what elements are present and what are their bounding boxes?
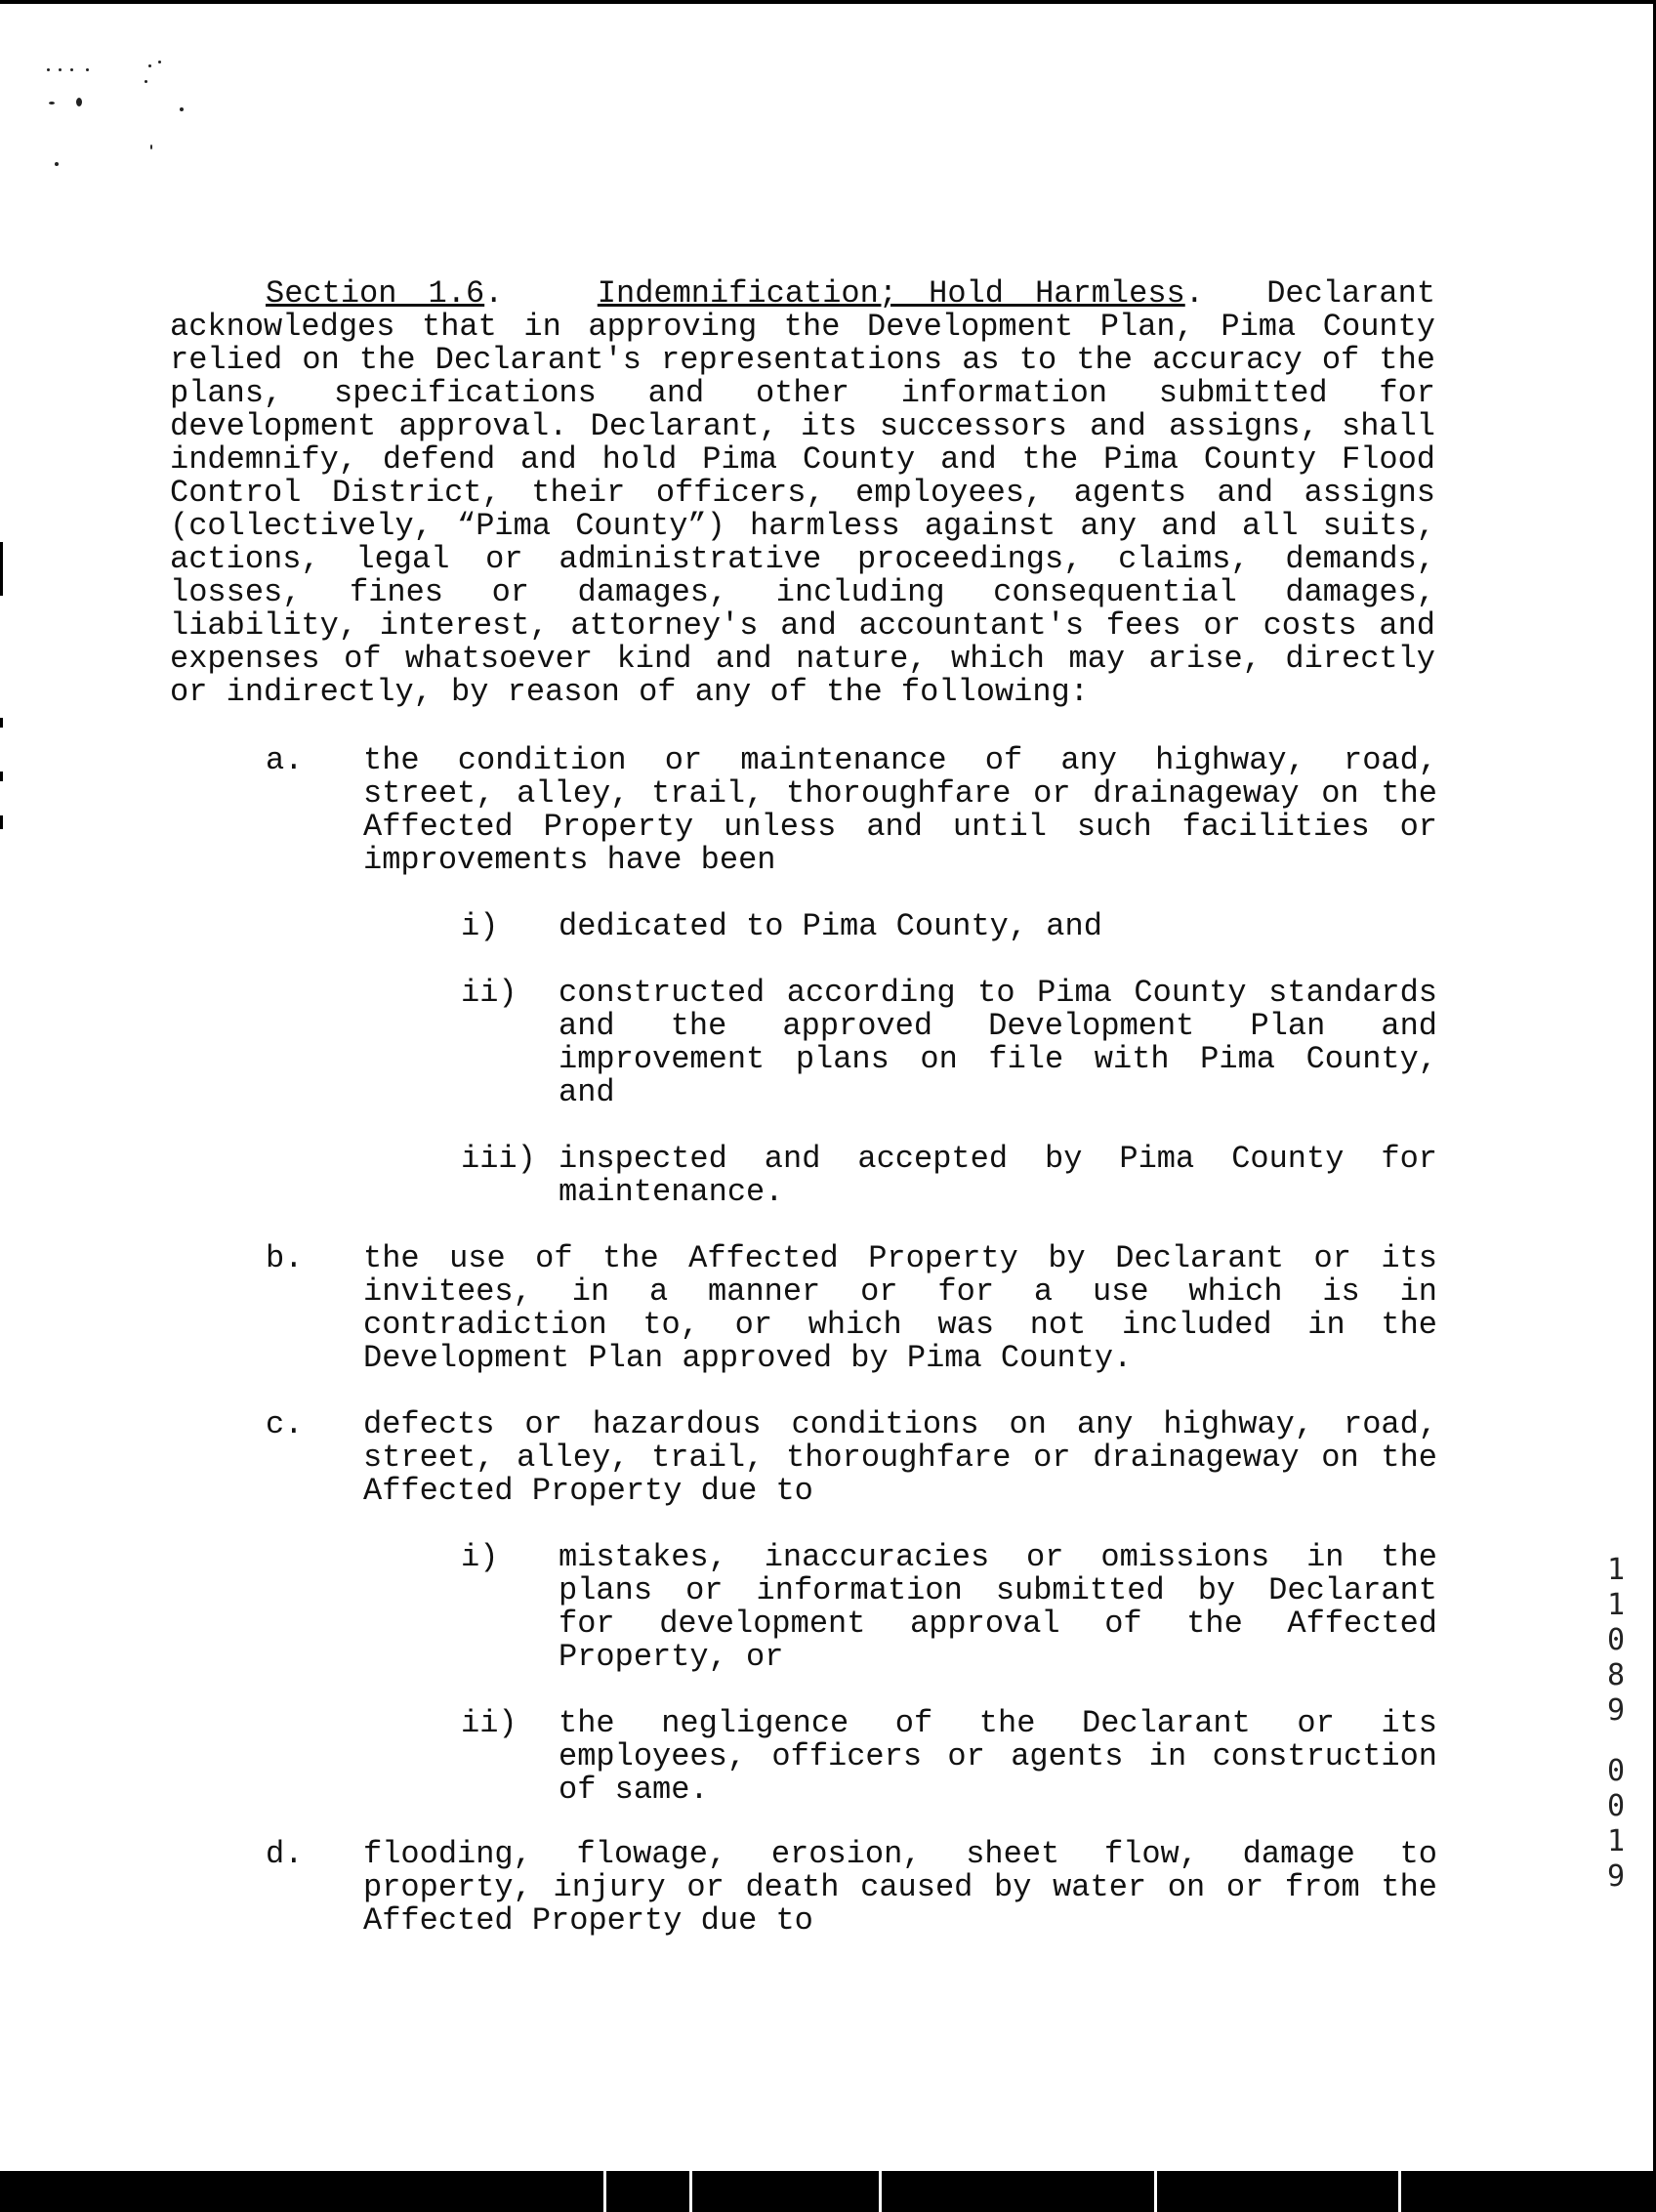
stamp-digit: 8 (1606, 1658, 1626, 1692)
scan-speck (145, 80, 147, 83)
stamp-digit: 0 (1606, 1754, 1626, 1788)
list-item-text: the use of the Affected Property by Declarant or its invitees, in a manner or for a use which is in contradiction to, or which was not included in the Development Plan approved by Pima County. (363, 1240, 1437, 1376)
scan-speck (150, 145, 152, 149)
scan-speck (47, 68, 50, 71)
scan-edge-mark (0, 718, 3, 728)
scan-gap (1398, 2171, 1401, 2212)
section-intro-text: Declarant acknowledges that in approving the Development Plan, Pima County relied on the Declarant's representations as to the accuracy of the plans, specifications and other information submitted for development approval. Declarant, its successors and assigns, shall indemnify, defend and hold Pima County and the Pima County Flood Control District, their officers, employees, agents and assigns (collectively, “Pima County”) harmless against any and all suits, actions, legal or administrative proceedings, claims, demands, losses, fines or damages, including consequential damages, liability, interest, attorney's and accountant's fees or costs and expenses of whatsoever kind and nature, which may arise, directly or indirectly, by reason of any of the following: (170, 275, 1436, 710)
scan-speck (49, 102, 55, 104)
list-item-text: the condition or maintenance of any highway, road, street, alley, trail, thoroughfare or drainageway on the Affected Property unless and until such facilities or improvements have been (363, 742, 1437, 878)
sub-item-text: constructed according to Pima County standards and the approved Development Plan and improvement plans on file with Pima County, and (559, 975, 1437, 1110)
stamp-spacer (1601, 1729, 1631, 1754)
section-heading: Section 1.6. Indemnification; Hold Harmless. Declarant acknowledges that in approving the Development Plan, Pima County relied on the Declarant's representations as to the accuracy of the plans, specifications and other information submitted for development approval. Declarant, its successors and assigns, shall indemnify, defend and hold Pima County and the Pima County Flood Control District, their officers, employees, agents and assigns (collectively, “Pima County”) harmless against any and all suits, actions, legal or administrative proceedings, claims, demands, losses, fines or damages, including consequential damages, liability, interest, attorney's and accountant's fees or costs and expenses of whatsoever kind and nature, which may arise, directly or indirectly, by reason of any of the following: (170, 275, 1436, 710)
scan-gap (1154, 2171, 1157, 2212)
stamp-digit: 9 (1606, 1693, 1626, 1728)
scan-edge-mark (0, 542, 3, 596)
stamp-digit: 0 (1606, 1623, 1626, 1657)
sub-marker: ii) (461, 1705, 518, 1741)
recording-number-stamp (1601, 1553, 1631, 1895)
scan-speck (158, 61, 161, 63)
sub-marker: ii) (461, 975, 518, 1011)
scan-border-bottom (0, 2171, 1656, 2212)
section-label: Section 1.6 (266, 275, 485, 312)
stamp-digit: 1 (1606, 1588, 1626, 1622)
sub-item-text: dedicated to Pima County, and (559, 908, 1102, 944)
sub-item-text: inspected and accepted by Pima County for maintenance. (559, 1141, 1437, 1210)
section-paragraph (170, 277, 1435, 709)
stamp-digit: 1 (1606, 1824, 1626, 1858)
scan-speck (55, 162, 59, 166)
stamp-digit: 9 (1606, 1859, 1626, 1894)
list-marker: a. (266, 742, 304, 778)
sub-marker: i) (461, 908, 499, 944)
scan-speck (148, 64, 151, 67)
scan-speck (70, 68, 73, 71)
section-title: Indemnification; Hold Harmless (597, 275, 1185, 312)
scan-speck (76, 98, 82, 106)
sub-marker: iii) (461, 1141, 536, 1177)
scan-speck (180, 107, 184, 111)
scan-speck (86, 68, 89, 71)
stamp-digit: 0 (1606, 1789, 1626, 1823)
list-marker: b. (266, 1240, 304, 1276)
sub-item-text: the negligence of the Declarant or its employees, officers or agents in construction of same. (559, 1705, 1437, 1808)
list-item-text: defects or hazardous conditions on any highway, road, street, alley, trail, thoroughfare or drainageway on the Affected Property due to (363, 1406, 1437, 1509)
list-item-text: flooding, flowage, erosion, sheet flow, damage to property, injury or death caused by water on or from the Affected Property due to (363, 1836, 1437, 1939)
scan-gap (879, 2171, 882, 2212)
scan-border-top (0, 0, 1656, 4)
sub-marker: i) (461, 1539, 499, 1575)
list-marker: d. (266, 1836, 304, 1872)
scan-speck (59, 68, 62, 71)
scan-edge-mark (0, 772, 3, 781)
sub-item-text: mistakes, inaccuracies or omissions in the plans or information submitted by Declarant for development approval of the Affected Property, or (559, 1539, 1437, 1675)
scan-edge-mark (0, 815, 3, 829)
scan-gap (603, 2171, 606, 2212)
list-marker: c. (266, 1406, 304, 1442)
stamp-digit: 1 (1606, 1553, 1626, 1587)
scan-gap (689, 2171, 692, 2212)
